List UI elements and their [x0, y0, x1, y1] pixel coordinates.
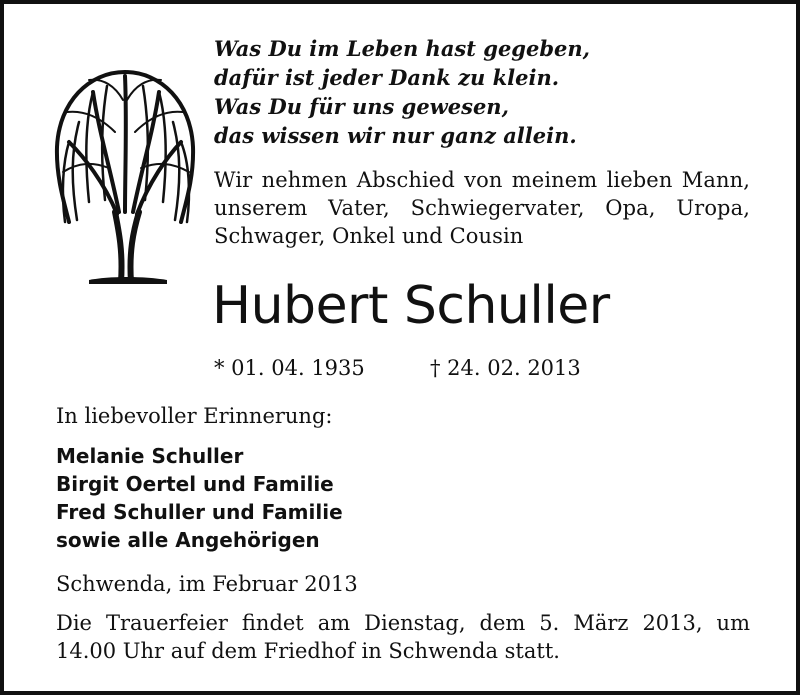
deceased-name: Hubert Schuller	[212, 276, 610, 336]
funeral-notice: Die Trauerfeier findet am Dienstag, dem 5. März 2013, um 14.00 Uhr auf dem Friedhof in Schwenda statt.	[56, 611, 750, 663]
poem-line: das wissen wir nur ganz allein.	[214, 123, 577, 148]
remembrance-label: In liebevoller Erinnerung:	[56, 404, 333, 428]
place-date: Schwenda, im Februar 2013	[56, 572, 358, 596]
mourner-item: Fred Schuller und Familie	[56, 500, 343, 524]
mourner-item: Birgit Oertel und Familie	[56, 472, 334, 496]
poem	[214, 34, 590, 150]
poem-line: Was Du für uns gewesen,	[214, 94, 509, 119]
willow-tree-icon	[49, 62, 201, 284]
poem-line: dafür ist jeder Dank zu klein.	[214, 65, 560, 90]
mourner-item: sowie alle Angehörigen	[56, 528, 320, 552]
birth-date: * 01. 04. 1935	[214, 356, 365, 380]
poem-line: Was Du im Leben hast gegeben,	[214, 36, 590, 61]
farewell-intro: Wir nehmen Abschied von meinem lieben Mann, unserem Vater, Schwiegervater, Opa, Uropa, Schwager, Onkel und Cousin	[214, 168, 750, 248]
mourner-item: Melanie Schuller	[56, 444, 244, 468]
mourners-list	[56, 442, 343, 554]
death-date: † 24. 02. 2013	[430, 356, 581, 380]
